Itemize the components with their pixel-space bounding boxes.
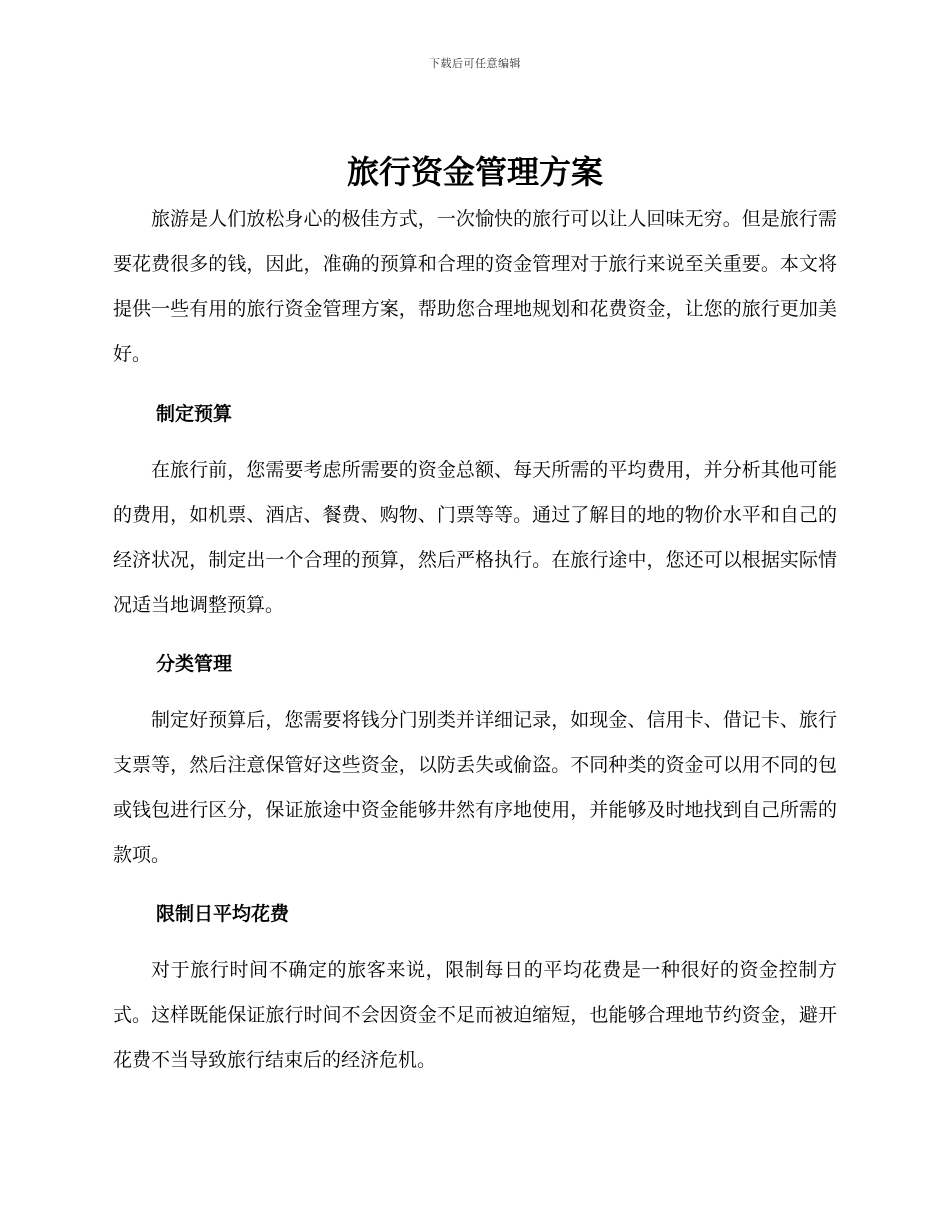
page-title: 旅行资金管理方案 bbox=[346, 153, 603, 191]
section-paragraph-category: 制定好预算后，您需要将钱分门别类并详细记录，如现金、信用卡、借记卡、旅行支票等，然后注意保管好这些资金，以防丢失或偷盗。不同种类的资金可以用不同的包或钱包进行区分，保证旅途中资金能够井然有序地使用，并能够及时地找到自己所需的款项。 bbox=[113, 709, 837, 866]
header-note: 下载后可任意编辑 bbox=[429, 57, 521, 70]
section-heading-budget: 制定预算 bbox=[156, 403, 233, 425]
section-paragraph-budget: 在旅行前，您需要考虑所需要的资金总额、每天所需的平均费用，并分析其他可能的费用，如机票、酒店、餐费、购物、门票等等。通过了解目的地的物价水平和自己的经济状况，制定出一个合理的预算，然后严格执行。在旅行途中，您还可以根据实际情况适当地调整预算。 bbox=[113, 459, 837, 616]
section-heading-daily-limit: 限制日平均花费 bbox=[156, 903, 290, 925]
section-heading-category: 分类管理 bbox=[156, 653, 233, 675]
section-paragraph-daily-limit: 对于旅行时间不确定的旅客来说，限制每日的平均花费是一种很好的资金控制方式。这样既能保证旅行时间不会因资金不足而被迫缩短，也能够合理地节约资金，避开花费不当导致旅行结束后的经济危机。 bbox=[113, 959, 837, 1071]
intro-paragraph: 旅游是人们放松身心的极佳方式，一次愉快的旅行可以让人回味无穷。但是旅行需要花费很多的钱，因此，准确的预算和合理的资金管理对于旅行来说至关重要。本文将提供一些有用的旅行资金管理方案，帮助您合理地规划和花费资金，让您的旅行更加美好。 bbox=[113, 208, 837, 365]
